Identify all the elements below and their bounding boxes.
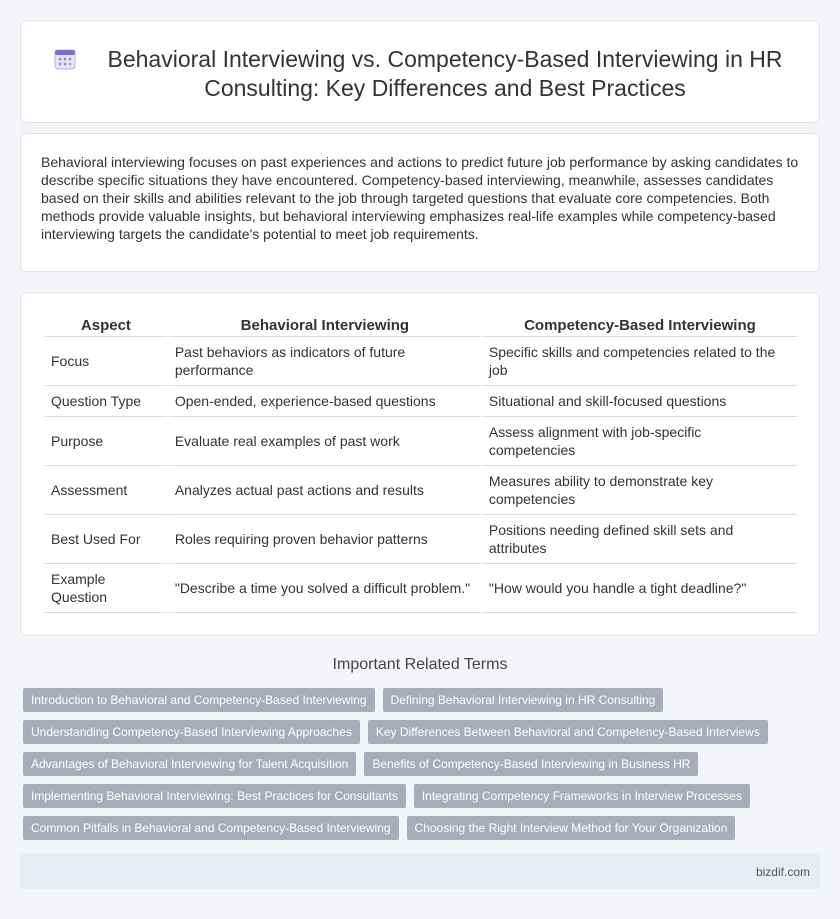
- related-terms-list: [23, 688, 823, 848]
- header-card: [20, 20, 820, 123]
- table-cell-behavioral: "Describe a time you solved a difficult problem.": [169, 564, 481, 613]
- calendar-icon: [53, 47, 77, 71]
- related-term-tag[interactable]: Benefits of Competency-Based Interviewing in Business HR: [364, 752, 698, 776]
- related-term-tag[interactable]: Defining Behavioral Interviewing in HR Consulting: [383, 688, 664, 712]
- page-title: Behavioral Interviewing vs. Competency-Based Interviewing in HR Consulting: Key Differences and Best Practices: [107, 46, 783, 101]
- table-row: [45, 417, 797, 466]
- table-cell-competency: Situational and skill-focused questions: [483, 386, 797, 417]
- table-cell-aspect: Purpose: [45, 417, 167, 466]
- table-row: [45, 515, 797, 564]
- related-term-tag[interactable]: Choosing the Right Interview Method for Your Organization: [407, 816, 736, 840]
- table-cell-aspect: Question Type: [45, 386, 167, 417]
- comparison-card: [20, 292, 820, 636]
- table-cell-behavioral: Analyzes actual past actions and results: [169, 466, 481, 515]
- table-cell-behavioral: Open-ended, experience-based questions: [169, 386, 481, 417]
- related-term-tag[interactable]: Introduction to Behavioral and Competency-Based Interviewing: [23, 688, 375, 712]
- footer-brand[interactable]: bizdif.com: [755, 865, 810, 879]
- intro-text: Behavioral interviewing focuses on past experiences and actions to predict future job performance by asking candidates to describe specific situations they have encountered. Competency-based interviewing, meanwhile, assesses candidates based on their skills and abilities relevant to the job through targeted questions that evaluate core competencies. Both methods provide valuable insights, but behavioral interviewing emphasizes real-life examples while competency-based interviewing targets the candidate's potential to meet job requirements.: [41, 154, 799, 242]
- related-term-tag[interactable]: Key Differences Between Behavioral and Competency-Based Interviews: [368, 720, 768, 744]
- table-cell-competency: Specific skills and competencies related to the job: [483, 337, 797, 386]
- table-cell-aspect: Example Question: [45, 564, 167, 613]
- comparison-table: [43, 314, 799, 613]
- table-header-behavioral: Behavioral Interviewing: [169, 314, 481, 337]
- table-header-competency: Competency-Based Interviewing: [483, 314, 797, 337]
- related-term-tag[interactable]: Understanding Competency-Based Interviewing Approaches: [23, 720, 360, 744]
- related-term-tag[interactable]: Integrating Competency Frameworks in Interview Processes: [414, 784, 750, 808]
- related-term-tag[interactable]: Implementing Behavioral Interviewing: Best Practices for Consultants: [23, 784, 406, 808]
- intro-card: [20, 133, 820, 272]
- footer: [20, 854, 820, 889]
- table-cell-aspect: Best Used For: [45, 515, 167, 564]
- table-row: [45, 386, 797, 417]
- table-row: [45, 337, 797, 386]
- table-cell-behavioral: Evaluate real examples of past work: [169, 417, 481, 466]
- table-row: [45, 466, 797, 515]
- table-cell-competency: Positions needing defined skill sets and attributes: [483, 515, 797, 564]
- table-cell-aspect: Assessment: [45, 466, 167, 515]
- table-cell-competency: Assess alignment with job-specific competencies: [483, 417, 797, 466]
- table-cell-competency: "How would you handle a tight deadline?": [483, 564, 797, 613]
- table-cell-behavioral: Roles requiring proven behavior patterns: [169, 515, 481, 564]
- table-header-aspect: Aspect: [45, 314, 167, 337]
- related-term-tag[interactable]: Advantages of Behavioral Interviewing for Talent Acquisition: [23, 752, 356, 776]
- related-terms-title: Important Related Terms: [332, 656, 508, 673]
- table-row: [45, 564, 797, 613]
- table-cell-aspect: Focus: [45, 337, 167, 386]
- related-term-tag[interactable]: Common Pitfalls in Behavioral and Competency-Based Interviewing: [23, 816, 399, 840]
- table-cell-behavioral: Past behaviors as indicators of future performance: [169, 337, 481, 386]
- table-cell-competency: Measures ability to demonstrate key competencies: [483, 466, 797, 515]
